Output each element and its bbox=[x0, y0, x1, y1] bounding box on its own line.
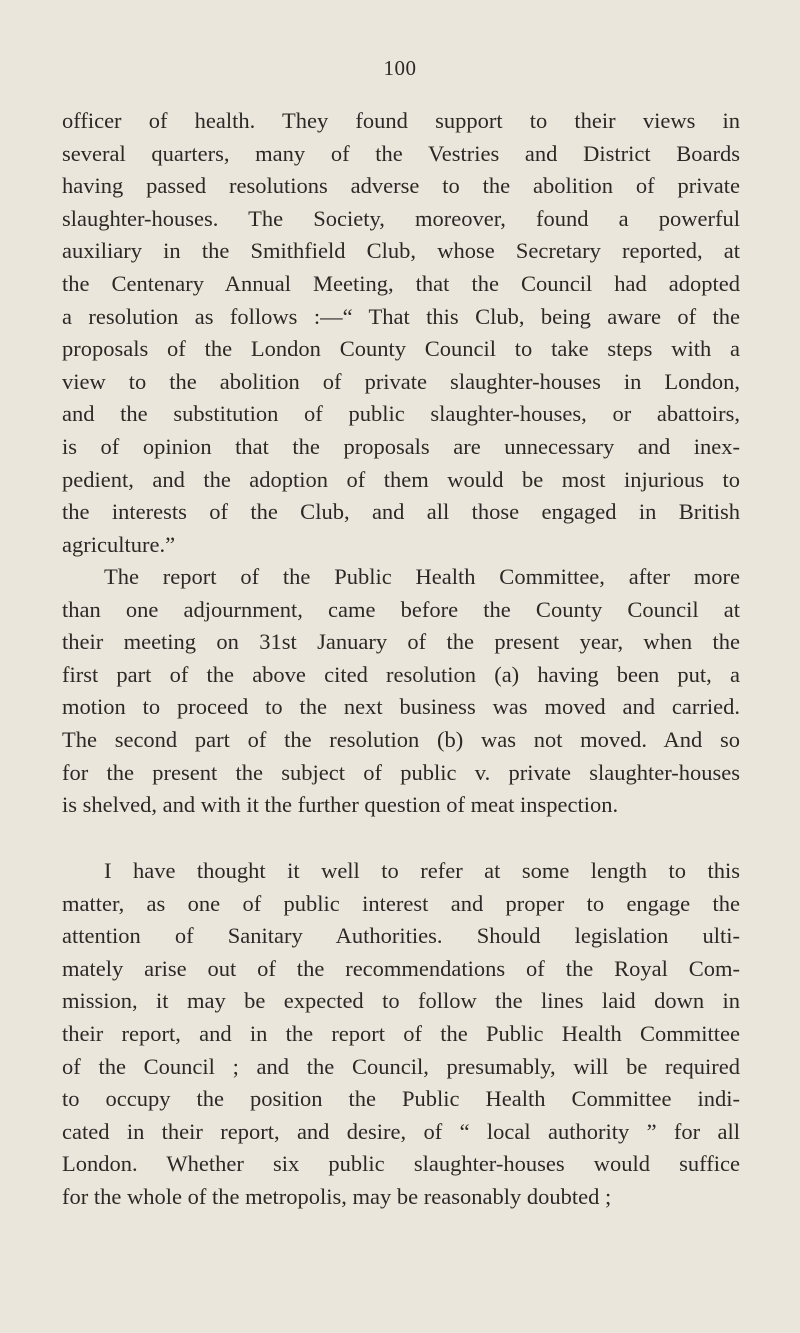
text-line: auxiliary in the Smithfield Club, whose Secretary reported, at bbox=[62, 238, 740, 264]
paragraph-sanitary-authorities bbox=[62, 855, 740, 1214]
text-line: is of opinion that the proposals are unnecessary and inex- bbox=[62, 433, 740, 459]
text-line: having passed resolutions adverse to the abolition of private bbox=[62, 173, 740, 199]
text-line: The report of the Public Health Committee, after more bbox=[104, 564, 740, 589]
text-line: mately arise out of the recommendations of the Royal Com- bbox=[62, 955, 740, 981]
text-line: proposals of the London County Council to take steps with a bbox=[62, 336, 740, 362]
text-line: several quarters, many of the Vestries and District Boards bbox=[62, 140, 740, 166]
text-line: their meeting on 31st January of the present year, when the bbox=[62, 629, 740, 655]
text-line: mission, it may be expected to follow the lines laid down in bbox=[62, 988, 740, 1014]
text-line: the Centenary Annual Meeting, that the Council had adopted bbox=[62, 270, 740, 296]
text-line: a resolution as follows :—“ That this Club, being aware of the bbox=[62, 303, 740, 329]
text-line: than one adjournment, came before the County Council at bbox=[62, 596, 740, 622]
text-line: attention of Sanitary Authorities. Should legislation ulti- bbox=[62, 923, 740, 949]
text-line: agriculture.” bbox=[62, 531, 176, 557]
paragraph-slaughter-houses-support bbox=[62, 105, 740, 561]
text-line: for the present the subject of public v. private slaughter-houses bbox=[62, 759, 740, 785]
text-line: first part of the above cited resolution (a) having been put, a bbox=[62, 661, 740, 687]
text-line: I have thought it well to refer at some length to this bbox=[104, 858, 740, 883]
text-line: view to the abolition of private slaughter-houses in London, bbox=[62, 368, 740, 394]
text-line: for the whole of the metropolis, may be reasonably doubted ; bbox=[62, 1183, 612, 1209]
text-line: London. Whether six public slaughter-houses would suffice bbox=[62, 1151, 740, 1177]
text-line: cated in their report, and desire, of “ local authority ” for all bbox=[62, 1118, 740, 1144]
text-line: matter, as one of public interest and proper to engage the bbox=[62, 890, 740, 916]
text-line: The second part of the resolution (b) was not moved. And so bbox=[62, 726, 740, 752]
text-line: motion to proceed to the next business was moved and carried. bbox=[62, 694, 740, 720]
text-line: their report, and in the report of the Public Health Committee bbox=[62, 1020, 740, 1046]
text-line: pedient, and the adoption of them would be most injurious to bbox=[62, 466, 740, 492]
text-line: and the substitution of public slaughter-houses, or abattoirs, bbox=[62, 401, 740, 427]
text-line: the interests of the Club, and all those engaged in British bbox=[62, 499, 740, 525]
text-line: is shelved, and with it the further question of meat inspection. bbox=[62, 792, 619, 818]
page-number: 100 bbox=[383, 56, 417, 80]
text-line: officer of health. They found support to their views in bbox=[62, 108, 740, 133]
text-line: to occupy the position the Public Health Committee indi- bbox=[62, 1086, 740, 1112]
text-line: of the Council ; and the Council, presumably, will be required bbox=[62, 1053, 740, 1079]
text-line: slaughter-houses. The Society, moreover, found a powerful bbox=[62, 205, 740, 231]
paragraph-county-council-report bbox=[62, 561, 740, 822]
